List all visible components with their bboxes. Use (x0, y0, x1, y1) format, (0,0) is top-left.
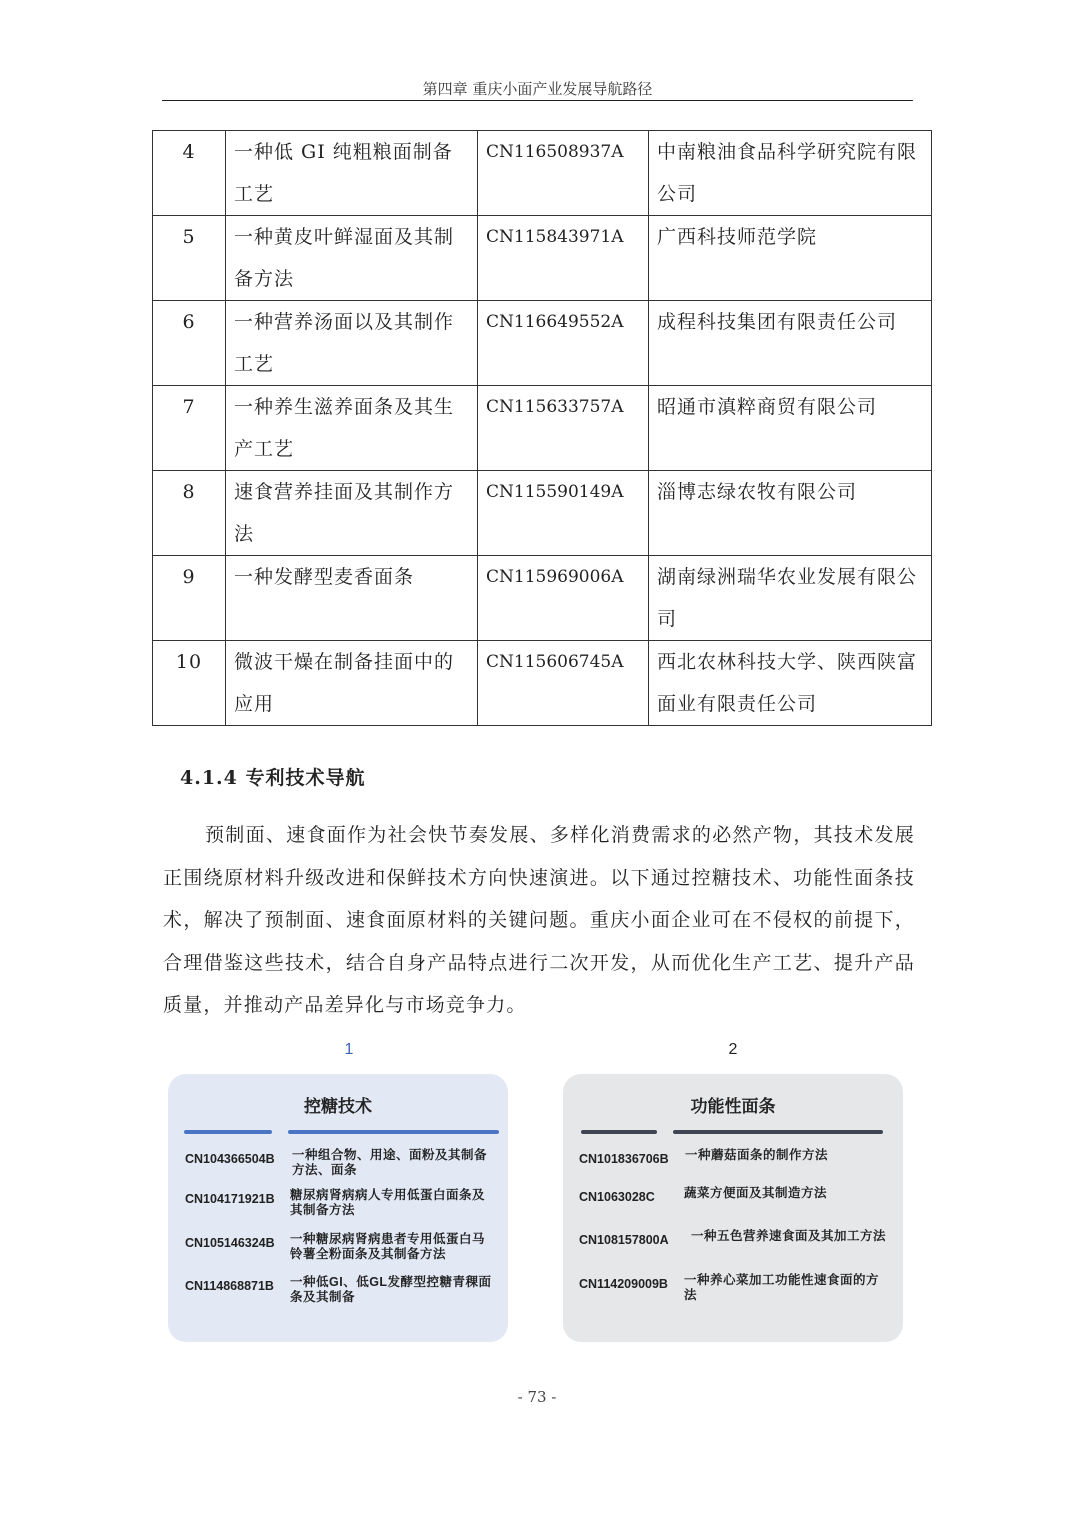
panel-title: 功能性面条 (690, 1097, 776, 1116)
panel-patent-number: CN114868871B (185, 1279, 274, 1293)
patent-number: CN115590149A (478, 471, 649, 556)
panel-accent-bar-left (184, 1130, 272, 1134)
panel-accent-bar-left (581, 1130, 657, 1134)
panel-sugar-control (168, 1074, 508, 1342)
row-number: 10 (153, 641, 226, 726)
table-row (153, 216, 932, 301)
patent-assignee: 广西科技师范学院 (649, 216, 932, 301)
patent-number: CN115969006A (478, 556, 649, 641)
panel-patent-number: CN104366504B (185, 1152, 275, 1166)
table-row (153, 386, 932, 471)
patent-title: 速食营养挂面及其制作方法 (226, 471, 478, 556)
panel-patent-title: 一种糖尿病肾病患者专用低蛋白马铃薯全粉面条及其制备方法 (290, 1232, 486, 1261)
panel-1-number: 1 (344, 1041, 354, 1058)
row-number: 8 (153, 471, 226, 556)
panel-patent-number: CN105146324B (185, 1236, 275, 1250)
patent-number: CN115843971A (478, 216, 649, 301)
section-title: 4.1.4 专利技术导航 (180, 767, 366, 789)
patent-title: 一种低 GI 纯粗粮面制备工艺 (226, 131, 478, 216)
panel-patent-number: CN104171921B (185, 1192, 275, 1206)
patent-title: 一种养生滋养面条及其生产工艺 (226, 386, 478, 471)
table-row (153, 471, 932, 556)
row-number: 9 (153, 556, 226, 641)
panel-patent-title: 一种五色营养速食面及其加工方法 (691, 1229, 887, 1243)
panel-accent-bar-right (673, 1130, 883, 1134)
panel-2-number: 2 (728, 1041, 738, 1058)
patent-number: CN116508937A (478, 131, 649, 216)
panel-patent-title: 一种组合物、用途、面粉及其制备方法、面条 (292, 1148, 488, 1177)
patent-assignee: 中南粮油食品科学研究院有限公司 (649, 131, 932, 216)
panel-patent-title: 糖尿病肾病病人专用低蛋白面条及其制备方法 (290, 1188, 486, 1217)
panel-patent-title: 一种蘑菇面条的制作方法 (685, 1148, 829, 1162)
patent-number: CN115633757A (478, 386, 649, 471)
patent-assignee: 昭通市滇粹商贸有限公司 (649, 386, 932, 471)
panel-patent-number: CN114209009B (579, 1277, 668, 1291)
patent-title: 一种黄皮叶鲜湿面及其制备方法 (226, 216, 478, 301)
row-number: 4 (153, 131, 226, 216)
panel-patent-title: 一种低GI、低GL发酵型控糖青稞面条及其制备 (290, 1275, 492, 1304)
table-row (153, 641, 932, 726)
panel-functional-noodles (563, 1074, 903, 1342)
row-number: 5 (153, 216, 226, 301)
panel-patent-title: 蔬菜方便面及其制造方法 (684, 1186, 828, 1200)
patent-number: CN116649552A (478, 301, 649, 386)
patent-assignee: 成程科技集团有限责任公司 (649, 301, 932, 386)
table-row (153, 556, 932, 641)
patent-title: 微波干燥在制备挂面中的应用 (226, 641, 478, 726)
table-row (153, 301, 932, 386)
patent-title: 一种营养汤面以及其制作工艺 (226, 301, 478, 386)
panel-patent-number: CN101836706B (579, 1152, 669, 1166)
panel-patent-number: CN1063028C (579, 1190, 655, 1204)
panel-patent-title: 一种养心菜加工功能性速食面的方法 (684, 1273, 880, 1302)
panel-accent-bar-right (288, 1130, 499, 1134)
row-number: 7 (153, 386, 226, 471)
patent-table (152, 130, 932, 726)
header-rule (162, 100, 913, 101)
patent-assignee: 湖南绿洲瑞华农业发展有限公司 (649, 556, 932, 641)
body-paragraph: 预制面、速食面作为社会快节奏发展、多样化消费需求的必然产物，其技术发展正围绕原材料升级改进和保鲜技术方向快速演进。以下通过控糖技术、功能性面条技术，解决了预制面、速食面原材料的关键问题。重庆小面企业可在不侵权的前提下，合理借鉴这些技术，结合自身产品特点进行二次开发，从而优化生产工艺、提升产品质量，并推动产品差异化与市场竞争力。 (163, 824, 915, 1016)
patent-assignee: 淄博志绿农牧有限公司 (649, 471, 932, 556)
page-number: - 73 - (517, 1388, 557, 1406)
panel-patent-number: CN108157800A (579, 1233, 669, 1247)
patent-assignee: 西北农林科技大学、陕西陕富面业有限责任公司 (649, 641, 932, 726)
running-header: 第四章 重庆小面产业发展导航路径 (422, 80, 653, 98)
row-number: 6 (153, 301, 226, 386)
panel-title: 控糖技术 (304, 1097, 372, 1116)
patent-title: 一种发酵型麦香面条 (226, 556, 478, 641)
table-row (153, 131, 932, 216)
patent-number: CN115606745A (478, 641, 649, 726)
